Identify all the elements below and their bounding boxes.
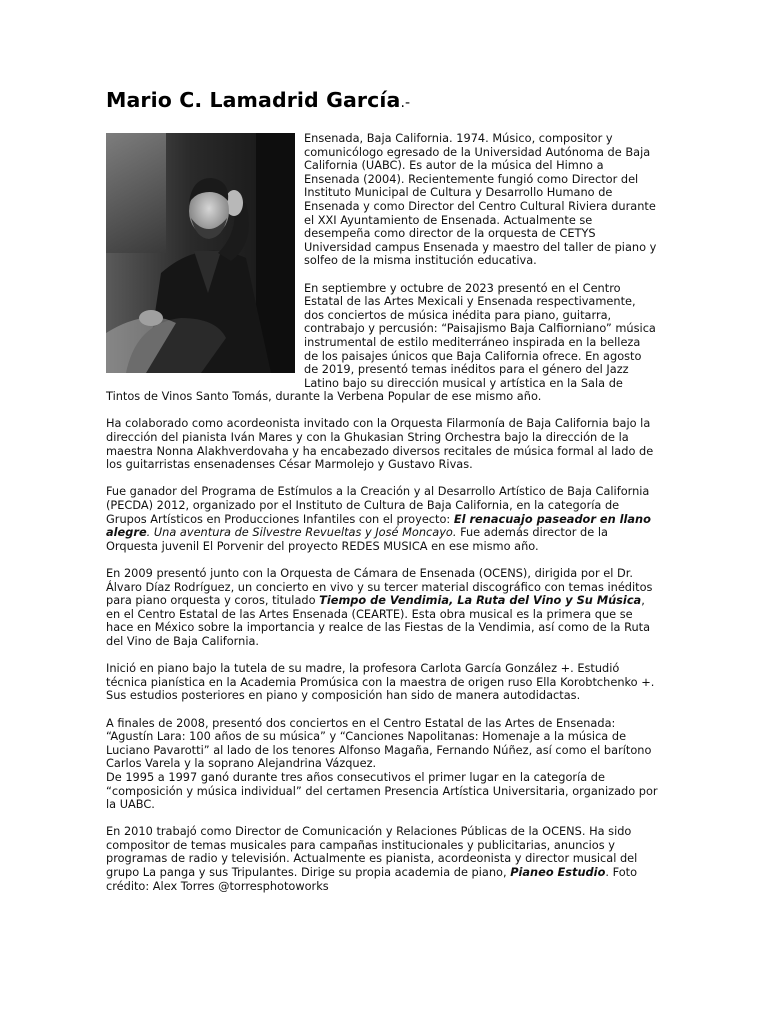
ocens-text: En 2010 trabajó como Director de Comunicación y Relaciones Públicas de la OCENS. Ha sido compositor de temas musicales para campañas institucionales y publicitarias, anuncios y programas de radio y televisión. Actualmente es pianista, acordeonista y director musical del grupo La panga y sus Tripulantes. Dirige su propia academia de piano, [106, 824, 638, 880]
paragraph-awards: De 1995 a 1997 ganó durante tres años consecutivos el primer lugar en la categoría de “composición y música individual” del certamen Presencia Artística Universitaria, organizado por la UABC. [106, 769, 658, 812]
paragraph-ocens [106, 825, 658, 893]
paragraph-collaborations: Ha colaborado como acordeonista invitado con la Orquesta Filarmonía de Baja California bajo la dirección del pianista Iván Mares y con la Ghukasian String Orchestra bajo la dirección de la maestra Nonna Alakhverdovaha y ha encabezado diversos recitales de música formal al lado de los guitarristas ensenadenses César Marmolejo y Gustavo Rivas. [106, 416, 654, 472]
paragraph-education: Inició en piano bajo la tutela de su madre, la profesora Carlota García González +. Estudió técnica pianística en la Academia Promúsica con la maestra de origen ruso Ella Korobtchenko +. Sus estudios posteriores en piano y composición han sido de manera autodidactas. [106, 661, 655, 703]
paragraph-pecda [106, 485, 658, 553]
photo-spacer [106, 132, 304, 379]
pecda-project-title: El renacuajo paseador en llano alegre [106, 511, 651, 540]
paragraph-intro: Ensenada, Baja California. 1974. Músico, compositor y comunicólogo egresado de la Universidad Autónoma de Baja California (UABC). Es autor de la música del Himno a Ensenada (2004). Recientemente fungió como Director del Instituto Municipal de Cultura y Desarrollo Humano de Ensenada y como Director del Centro Cultural Riviera durante el XXI Ayuntamiento de Ensenada. Actualmente se desempeña como director de la orquesta de CETYS Universidad campus Ensenada y maestro del taller de piano y solfeo de la misma institución educativa. [304, 131, 657, 268]
title-suffix: .- [400, 95, 411, 111]
photo-credit: . Foto crédito: Alex Torres @torresphotoworks [106, 865, 638, 893]
pecda-text: Fue ganador del Programa de Estímulos a la Creación y al Desarrollo Artístico de Baja California (PECDA) 2012, organizado por el Instituto de Cultura de Baja California, en la categoría de Grupos Artísticos en Producciones Infantiles con el proyecto: [106, 484, 650, 526]
pecda-project-subtitle: . Una aventura de Silvestre Revueltas y José Moncayo. [146, 525, 457, 540]
vendimia-text: En 2009 presentó junto con la Orquesta de Cámara de Ensenada (OCENS), dirigida por el Dr. Álvaro Díaz Rodríguez, un concierto en vivo y su tercer material discográfico con temas inéditos para piano orquesta y coros, titulado [106, 566, 653, 608]
academy-name: Pianeo Estudio [510, 865, 606, 880]
title-text: Mario C. Lamadrid García [106, 88, 401, 112]
paragraph-vendimia [106, 567, 658, 649]
biography-text [106, 132, 658, 907]
paragraph-concerts-2023: En septiembre y octubre de 2023 presentó en el Centro Estatal de las Artes Mexicali y Ensenada respectivamente, dos conciertos de música inédita para piano, guitarra, contrabajo y percusión: “Paisajismo Baja Calfiorniano” música instrumental de estilo mediterráneo inspirada en la belleza de los paisajes únicos que Baja California ofrece. En agosto de 2019, presentó temas inéditos para el género del Jazz Latino bajo su dirección musical y artística en la Sala de Tintos de Vinos Santo Tomás, durante la Verbena Popular de ese mismo año. [106, 280, 656, 404]
pecda-text-end: Fue además director de la Orquesta juvenil El Porvenir del proyecto REDES MUSICA en ese mismo año. [106, 525, 608, 553]
page-title [106, 88, 410, 112]
vendimia-text-end: , en el Centro Estatal de las Artes Ensenada (CEARTE). Esta obra musical es la primera que se hace en México sobre la importancia y realce de las Fiestas de la Vendimia, así como de la Ruta del Vino de Baja California. [106, 593, 651, 648]
vendimia-album-title: Tiempo de Vendimia, La Ruta del Vino y Su Música [319, 593, 642, 608]
paragraph-concerts-2008: A finales de 2008, presentó dos conciertos en el Centro Estatal de las Artes de Ensenada: “Agustín Lara: 100 años de su música” y “Canciones Napolitanas: Homenaje a la música de Luciano Pavarotti” al lado de los tenores Alfonso Magaña, Fernando Núñez, así como el barítono Carlos Varela y la soprano Alejandrina Vázquez. [106, 715, 652, 771]
